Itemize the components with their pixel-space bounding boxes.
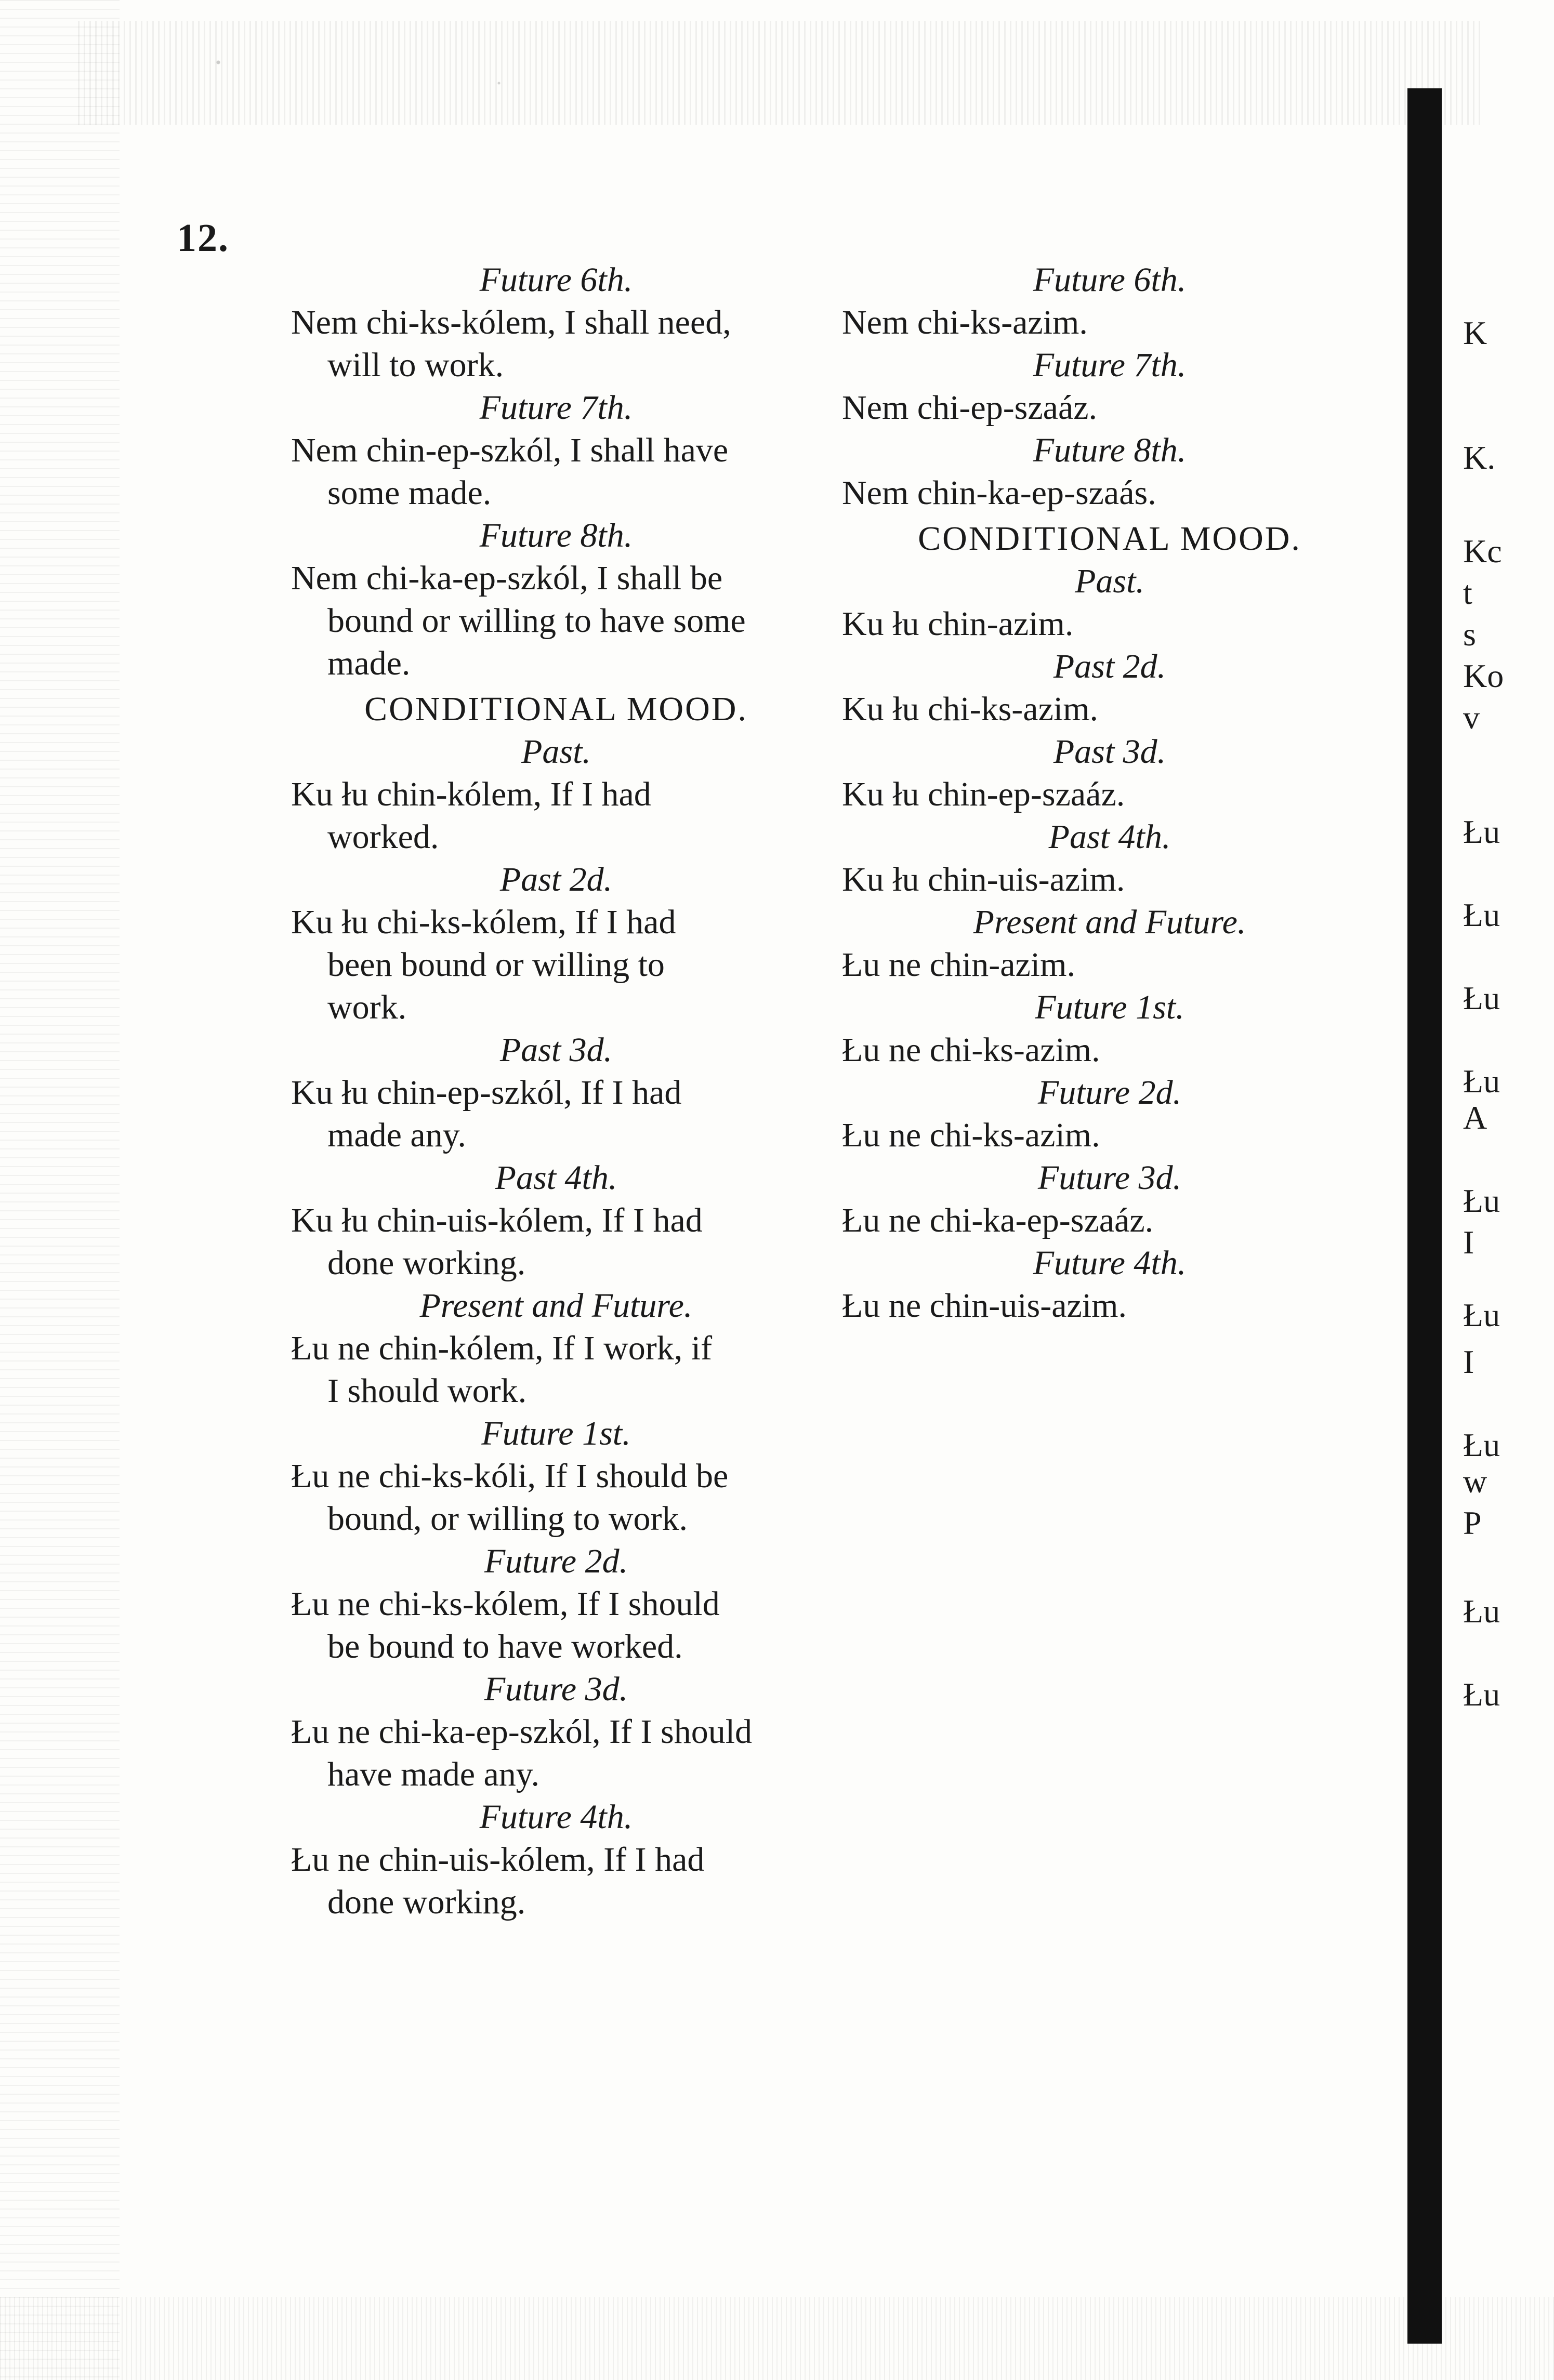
conjugation-line: Ku łu chin-uis-kólem, If I had <box>291 1201 703 1239</box>
conjugation-entry <box>291 731 821 858</box>
conjugation-entry <box>842 1242 1377 1327</box>
conjugation-line: have made any. <box>327 1755 540 1793</box>
tense-heading: Future 6th. <box>1033 261 1187 299</box>
tense-heading: Future 4th. <box>1033 1244 1187 1282</box>
tense-heading: Future 2d. <box>484 1542 628 1580</box>
conjugation-line: Łu ne chin-azim. <box>842 946 1075 984</box>
next-page-text: Kc <box>1463 533 1502 570</box>
conjugation-line: made. <box>327 644 411 682</box>
tense-heading: Future 8th. <box>479 517 633 554</box>
conjugation-line: some made. <box>327 474 492 512</box>
conjugation-entry <box>842 429 1377 514</box>
conjugation-line: work. <box>327 988 407 1026</box>
tense-heading: Future 4th. <box>479 1798 633 1836</box>
conjugation-entry <box>842 901 1377 986</box>
conjugation-line: Ku łu chin-ep-szaáz. <box>842 775 1125 813</box>
conjugation-entry <box>291 1668 821 1796</box>
next-page-text: Ko <box>1463 657 1504 694</box>
conjugation-line: worked. <box>327 818 439 856</box>
tense-heading: Past 3d. <box>499 1031 613 1069</box>
tense-heading: Past 2d. <box>1053 647 1166 685</box>
next-page-text: Łu <box>1463 1063 1500 1100</box>
conjugation-line: done working. <box>327 1244 526 1282</box>
conjugation-line: Ku łu chin-uis-azim. <box>842 861 1125 898</box>
tense-heading: Past 4th. <box>1048 818 1171 856</box>
conjugation-entry <box>291 858 821 1029</box>
conjugation-entry <box>842 1072 1377 1157</box>
next-page-text: K. <box>1463 439 1496 476</box>
tense-heading: Past. <box>521 733 591 771</box>
mood-heading: CONDITIONAL MOOD. <box>918 520 1301 558</box>
conjugation-line: Łu ne chi-ka-ep-szkól, If I should <box>291 1713 753 1751</box>
tense-heading: Past 4th. <box>495 1159 617 1197</box>
conjugation-line: Nem chin-ep-szkól, I shall have <box>291 431 729 469</box>
tense-heading: Future 1st. <box>481 1414 631 1452</box>
conjugation-entry <box>291 1029 821 1157</box>
tense-heading: Past 3d. <box>1053 733 1166 771</box>
next-page-text: I <box>1463 1224 1474 1261</box>
conjugation-entry <box>291 1412 821 1540</box>
conjugation-entry <box>842 344 1377 429</box>
tense-heading: Future 1st. <box>1035 988 1184 1026</box>
next-page-text: P <box>1463 1504 1482 1541</box>
conjugation-entry <box>842 518 1377 560</box>
conjugation-line: Ku łu chi-ks-kólem, If I had <box>291 903 676 941</box>
conjugation-line: Ku łu chin-azim. <box>842 605 1074 643</box>
mood-heading: CONDITIONAL MOOD. <box>364 690 748 728</box>
conjugation-entry <box>291 259 821 387</box>
tense-heading: Past 2d. <box>499 861 613 898</box>
conjugation-line: Ku łu chin-kólem, If I had <box>291 775 651 813</box>
scan-noise-left <box>0 0 120 2380</box>
next-page-text: K <box>1463 314 1487 351</box>
next-page-text: Łu <box>1463 1593 1500 1630</box>
conjugation-entry <box>291 1285 821 1412</box>
tense-heading: Future 7th. <box>1033 346 1187 384</box>
scan-noise-bottom <box>0 2297 1554 2380</box>
conjugation-line: been bound or willing to <box>327 946 665 984</box>
tense-heading: Future 3d. <box>1037 1159 1182 1197</box>
book-gutter-shadow <box>1407 88 1442 2344</box>
conjugation-entry <box>842 816 1377 901</box>
tense-heading: Future 3d. <box>484 1670 628 1708</box>
conjugation-line: Nem chi-ks-kólem, I shall need, <box>291 303 731 341</box>
conjugation-line: be bound to have worked. <box>327 1628 683 1665</box>
right-column <box>842 259 1377 1327</box>
tense-heading: Future 7th. <box>479 389 633 427</box>
next-page-text: v <box>1463 699 1480 736</box>
next-page-text: Łu <box>1463 813 1500 850</box>
conjugation-line: Ku łu chi-ks-azim. <box>842 690 1099 728</box>
conjugation-line: will to work. <box>327 346 504 384</box>
tense-heading: Past. <box>1075 562 1144 600</box>
conjugation-line: Łu ne chin-uis-kólem, If I had <box>291 1841 705 1879</box>
next-page-text: t <box>1463 574 1472 611</box>
tense-heading: Future 8th. <box>1033 431 1187 469</box>
conjugation-line: Nem chi-ks-azim. <box>842 303 1088 341</box>
conjugation-line: Łu ne chi-ks-kólem, If I should <box>291 1585 720 1623</box>
conjugation-entry <box>842 1157 1377 1242</box>
conjugation-line: Łu ne chi-ks-kóli, If I should be <box>291 1457 729 1495</box>
tense-heading: Future 6th. <box>479 261 633 299</box>
conjugation-line: bound, or willing to work. <box>327 1500 688 1538</box>
conjugation-entry <box>291 1157 821 1285</box>
next-page-text: I <box>1463 1343 1474 1380</box>
conjugation-entry <box>842 645 1377 731</box>
conjugation-line: Łu ne chi-ks-azim. <box>842 1116 1100 1154</box>
conjugation-line: Nem chi-ep-szaáz. <box>842 389 1098 427</box>
conjugation-line: Łu ne chin-kólem, If I work, if <box>291 1329 713 1367</box>
next-page-text: A <box>1463 1099 1487 1136</box>
next-page-text: Łu <box>1463 1182 1500 1219</box>
conjugation-entry <box>291 1796 821 1924</box>
conjugation-entry <box>842 986 1377 1072</box>
conjugation-line: Łu ne chin-uis-azim. <box>842 1287 1127 1325</box>
tense-heading: Present and Future. <box>973 903 1246 941</box>
conjugation-line: bound or willing to have some <box>327 602 746 640</box>
conjugation-line: done working. <box>327 1883 526 1921</box>
page-number: 12. <box>177 216 229 260</box>
scan-noise-top <box>78 21 1481 125</box>
conjugation-entry <box>291 1540 821 1668</box>
next-page-text: Łu <box>1463 1676 1500 1713</box>
tense-heading: Future 2d. <box>1037 1074 1182 1112</box>
next-page-text: w <box>1463 1463 1487 1500</box>
conjugation-entry <box>842 731 1377 816</box>
conjugation-line: made any. <box>327 1116 466 1154</box>
conjugation-entry <box>291 387 821 514</box>
next-page-text: Łu <box>1463 1426 1500 1463</box>
next-page-text: Łu <box>1463 980 1500 1016</box>
conjugation-line: I should work. <box>327 1372 527 1410</box>
conjugation-line: Ku łu chin-ep-szkól, If I had <box>291 1074 682 1112</box>
next-page-text: s <box>1463 616 1476 653</box>
conjugation-line: Łu ne chi-ka-ep-szaáz. <box>842 1201 1154 1239</box>
next-page-text: Łu <box>1463 896 1500 933</box>
conjugation-entry <box>842 560 1377 645</box>
conjugation-entry <box>291 514 821 685</box>
conjugation-line: Nem chi-ka-ep-szkól, I shall be <box>291 559 723 597</box>
conjugation-entry <box>842 259 1377 344</box>
next-page-text: Łu <box>1463 1297 1500 1333</box>
tense-heading: Present and Future. <box>419 1287 693 1325</box>
conjugation-line: Nem chin-ka-ep-szaás. <box>842 474 1156 512</box>
conjugation-entry <box>291 688 821 731</box>
conjugation-line: Łu ne chi-ks-azim. <box>842 1031 1100 1069</box>
left-column <box>291 259 821 1924</box>
